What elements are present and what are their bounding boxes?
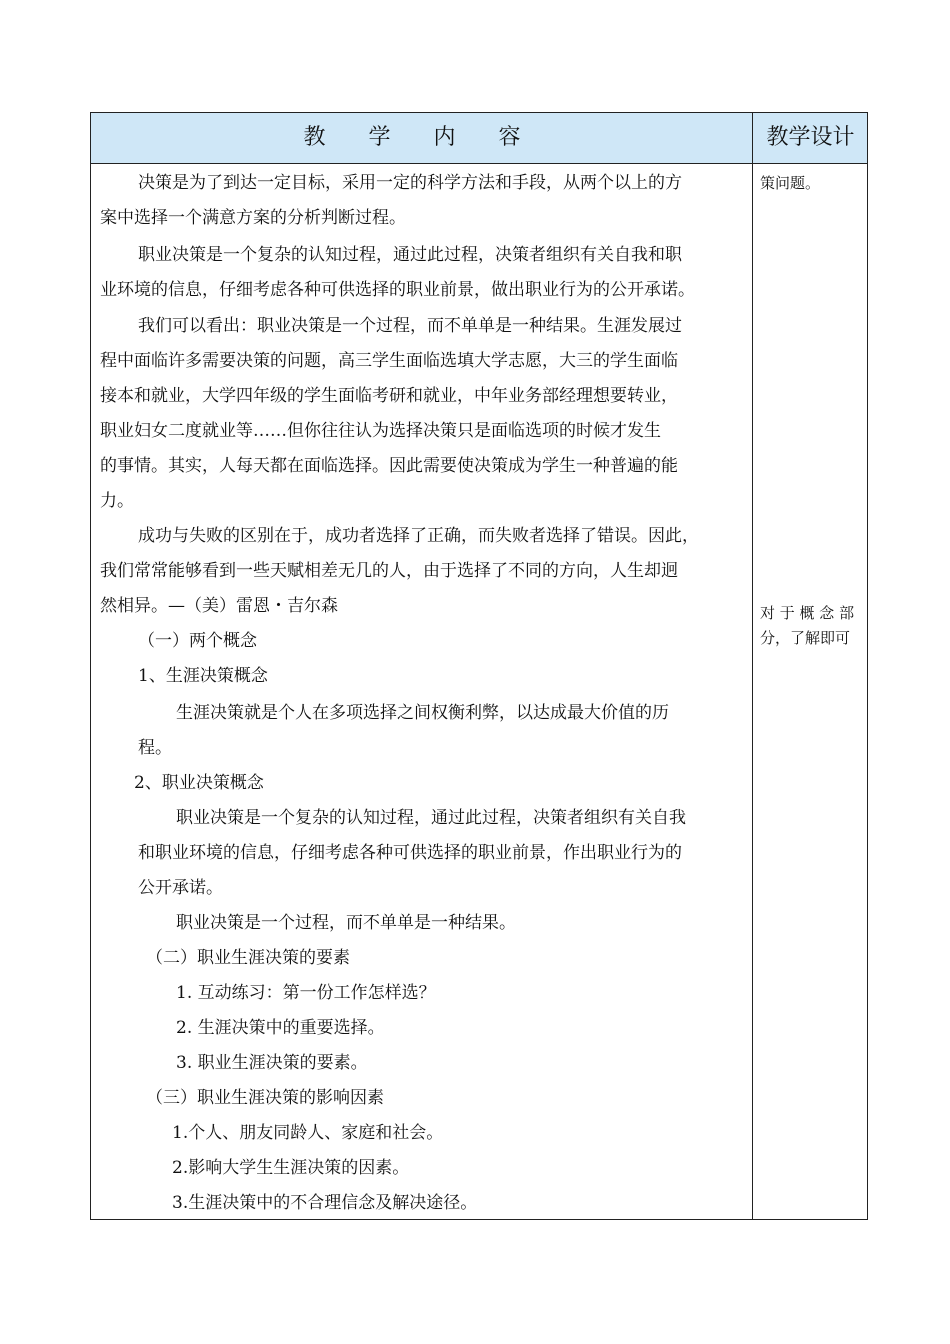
subsection-heading: 1、生涯决策概念 [138,666,268,686]
text-line: 我们常常能够看到一些天赋相差无几的人，由于选择了不同的方向，人生却迥 [100,561,678,581]
list-item: 2.影响大学生生涯决策的因素。 [172,1158,410,1178]
text-line: 业环境的信息，仔细考虑各种可供选择的职业前景，做出职业行为的公开承诺。 [100,280,695,300]
text-line: 生涯决策就是个人在多项选择之间权衡利弊，以达成最大价值的历 [176,703,669,723]
list-item: 3. 职业生涯决策的要素。 [176,1053,368,1073]
column-divider [752,112,753,1220]
text-line: 和职业环境的信息，仔细考虑各种可供选择的职业前景，作出职业行为的 [138,843,682,863]
design-note: 策问题。 [760,174,821,192]
table-border-left [90,112,91,1220]
subsection-heading: 2、职业决策概念 [134,773,264,793]
text-line: 职业决策是一个过程，而不单单是一种结果。 [176,913,516,933]
text-line: 然相异。—（美）雷恩・吉尔森 [100,596,338,616]
text-line: 的事情。其实，人每天都在面临选择。因此需要使决策成为学生一种普遍的能 [100,456,678,476]
text-line: 职业决策是一个复杂的认知过程，通过此过程，决策者组织有关自我 [176,808,686,828]
text-line: 决策是为了到达一定目标，采用一定的科学方法和手段，从两个以上的方 [138,173,682,193]
text-line: 程。 [138,738,172,758]
text-line: 职业决策是一个复杂的认知过程，通过此过程，决策者组织有关自我和职 [138,245,682,265]
list-item: 3.生涯决策中的不合理信念及解决途径。 [172,1193,478,1213]
list-item: 2. 生涯决策中的重要选择。 [176,1018,385,1038]
table-border-right [867,112,868,1220]
text-line: 接本和就业，大学四年级的学生面临考研和就业，中年业务部经理想要转业， [100,386,678,406]
lesson-table [90,112,868,1220]
text-line: 我们可以看出：职业决策是一个过程，而不单单是一种结果。生涯发展过 [138,316,682,336]
text-line: 职业妇女二度就业等……但你往往认为选择决策只是面临选项的时候才发生 [100,421,661,441]
content-column-title: 教 学 内 容 [303,125,539,150]
design-column-title: 教学设计 [766,125,855,150]
text-line: 程中面临许多需要决策的问题，高三学生面临选填大学志愿，大三的学生面临 [100,351,678,371]
text-line: 公开承诺。 [138,878,223,898]
text-line: 案中选择一个满意方案的分析判断过程。 [100,208,406,228]
design-note: 分，了解即可 [760,629,851,647]
list-item: 1.个人、朋友同龄人、家庭和社会。 [172,1123,444,1143]
section-heading: （三）职业生涯决策的影响因素 [146,1088,384,1108]
section-heading: （一）两个概念 [138,631,257,651]
design-note: 对 于 概 念 部 [760,604,855,622]
list-item: 1. 互动练习：第一份工作怎样选？ [176,983,436,1003]
section-heading: （二）职业生涯决策的要素 [146,948,350,968]
text-line: 力。 [100,491,134,511]
text-line: 成功与失败的区别在于，成功者选择了正确，而失败者选择了错误。因此， [138,526,699,546]
